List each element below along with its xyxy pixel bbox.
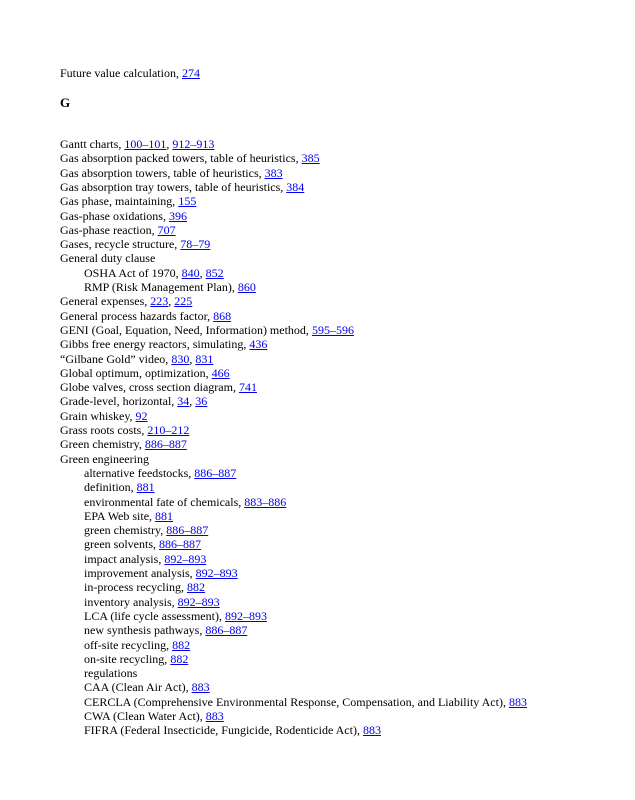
index-subentry [84, 466, 236, 480]
index-subentry [84, 595, 220, 609]
page-ref-link[interactable]: 92 [135, 408, 148, 423]
index-subentry [84, 666, 137, 680]
page-ref-link[interactable]: 707 [157, 222, 176, 237]
index-entry [60, 194, 196, 208]
page-ref-link[interactable]: 868 [213, 308, 232, 323]
entry-text: Gas absorption tray towers, table of heuristics, [60, 179, 287, 194]
entry-text: OSHA Act of 1970, [84, 265, 182, 280]
ref-separator: , [168, 294, 175, 309]
index-entry [60, 223, 176, 237]
page-ref-link[interactable]: 912–913 [172, 137, 215, 151]
entry-text: Green chemistry, [60, 437, 145, 452]
index-entry [60, 452, 149, 466]
pre-entry [60, 66, 200, 80]
page-ref-link[interactable]: 155 [178, 194, 197, 209]
ref-separator: , [189, 394, 196, 409]
index-entry [60, 294, 192, 308]
ref-separator: , [199, 265, 206, 280]
entry-text: Gantt charts, [60, 137, 125, 151]
page-ref-link[interactable]: 892–893 [224, 608, 267, 623]
entry-text: environmental fate of chemicals, [84, 494, 245, 509]
page-ref-link[interactable]: 852 [205, 265, 224, 280]
page-ref-link[interactable]: 881 [136, 480, 155, 495]
index-entry [60, 209, 187, 223]
index-entry [60, 309, 231, 323]
page-ref-link[interactable]: 396 [168, 208, 187, 223]
page-ref-link[interactable]: 892–893 [195, 566, 238, 580]
index-entry [60, 237, 210, 251]
entry-text: Grade-level, horizontal, [60, 394, 178, 409]
index-entry [60, 151, 320, 165]
page-ref-link[interactable]: 274 [181, 66, 200, 80]
ref-separator: , [166, 137, 173, 151]
entry-text: “Gilbane Gold” video, [60, 351, 172, 366]
page-ref-link[interactable]: 830 [171, 351, 190, 366]
page-ref-link[interactable]: 78–79 [180, 237, 211, 252]
index-entry [60, 337, 267, 351]
index-entry [60, 137, 214, 151]
entry-text: FIFRA (Federal Insecticide, Fungicide, Rodenticide Act), [84, 723, 363, 738]
index-subentry [84, 652, 188, 666]
page-ref-link[interactable]: 883 [191, 680, 210, 695]
entry-text: LCA (life cycle assessment), [84, 608, 225, 623]
page-ref-link[interactable]: 892–893 [164, 551, 207, 566]
page-ref-link[interactable]: 886–887 [205, 623, 248, 638]
page-ref-link[interactable]: 34 [177, 394, 190, 409]
page-ref-link[interactable]: 883 [508, 694, 527, 709]
entry-text: Gas absorption towers, table of heuristics, [60, 165, 265, 180]
page-ref-link[interactable]: 882 [170, 651, 189, 666]
entry-text: General expenses, [60, 294, 151, 309]
entry-text: Global optimum, optimization, [60, 365, 212, 380]
page-ref-link[interactable]: 384 [286, 179, 305, 194]
index-subentry [84, 266, 224, 280]
entry-text: Gas-phase reaction, [60, 222, 158, 237]
page-ref-link[interactable]: 225 [174, 294, 193, 309]
entry-text: green chemistry, [84, 523, 167, 538]
entry-text: off-site recycling, [84, 637, 173, 652]
entry-text: General duty clause [60, 251, 156, 266]
page-ref-link[interactable]: 100–101 [124, 137, 167, 151]
entry-text: EPA Web site, [84, 508, 156, 523]
entry-text: inventory analysis, [84, 594, 178, 609]
entry-text: green solvents, [84, 537, 159, 552]
page-ref-link[interactable]: 840 [181, 265, 200, 280]
index-subentry [84, 709, 224, 723]
page-ref-link[interactable]: 831 [195, 351, 214, 366]
index-subentry [84, 280, 256, 294]
page-ref-link[interactable]: 860 [237, 280, 256, 294]
entry-text: Green engineering [60, 451, 149, 466]
index-subentry [84, 480, 155, 494]
entry-text: Future value calculation, [60, 66, 182, 80]
index-subentry [84, 523, 208, 537]
index-subentry [84, 723, 381, 737]
index-entry [60, 323, 354, 337]
entry-text: RMP (Risk Management Plan), [84, 280, 238, 294]
index-subentry [84, 638, 190, 652]
entry-text: Gas phase, maintaining, [60, 194, 179, 209]
entry-text: General process hazards factor, [60, 308, 214, 323]
page-ref-link[interactable]: 383 [264, 165, 283, 180]
index-subentry [84, 537, 201, 551]
entry-text: Gas absorption packed towers, table of heuristics, [60, 151, 302, 166]
page-ref-link[interactable]: 436 [249, 337, 268, 352]
page-ref-link[interactable]: 36 [195, 394, 208, 409]
index-entry [60, 437, 187, 451]
entry-text: CWA (Clean Water Act), [84, 709, 206, 723]
page-ref-link[interactable]: 210–212 [147, 423, 190, 437]
entry-text: improvement analysis, [84, 566, 196, 580]
page-ref-link[interactable]: 886–887 [144, 437, 187, 452]
index-entry [60, 394, 207, 408]
entry-text: GENI (Goal, Equation, Need, Information) method, [60, 322, 312, 337]
page-ref-link[interactable]: 882 [186, 580, 205, 595]
index-entry [60, 180, 304, 194]
page-ref-link[interactable]: 883–886 [244, 494, 287, 509]
entry-text: in-process recycling, [84, 580, 187, 595]
index-entry [60, 423, 189, 437]
page-ref-link[interactable]: 882 [172, 637, 191, 652]
page-ref-link[interactable]: 223 [150, 294, 169, 309]
entry-text: Gases, recycle structure, [60, 237, 181, 252]
entry-text: alternative feedstocks, [84, 465, 195, 480]
page-ref-link[interactable]: 886–887 [194, 465, 237, 480]
ref-separator: , [189, 351, 196, 366]
index-subentry [84, 566, 238, 580]
index-entry [60, 366, 230, 380]
index-entry [60, 166, 283, 180]
index-subentry [84, 609, 267, 623]
page-ref-link[interactable]: 886–887 [158, 537, 201, 552]
index-subentry [84, 552, 206, 566]
page-ref-link[interactable]: 886–887 [166, 523, 209, 538]
entry-text: regulations [84, 666, 138, 681]
index-entry [60, 251, 155, 265]
page-ref-link[interactable]: 741 [238, 380, 257, 395]
page-ref-link[interactable]: 466 [211, 365, 230, 380]
entry-text: Grain whiskey, [60, 408, 136, 423]
entry-text: Grass roots costs, [60, 423, 148, 437]
entry-text: CERCLA (Comprehensive Environmental Response, Compensation, and Liability Act), [84, 694, 509, 709]
entry-text: definition, [84, 480, 137, 495]
entry-text: impact analysis, [84, 551, 165, 566]
page-ref-link[interactable]: 883 [205, 709, 224, 723]
index-subentry [84, 695, 527, 709]
index-subentry [84, 495, 286, 509]
index-entry [60, 380, 257, 394]
entry-text: CAA (Clean Air Act), [84, 680, 192, 695]
index-subentry [84, 623, 247, 637]
entry-text: Globe valves, cross section diagram, [60, 380, 239, 395]
entry-text: Gas-phase oxidations, [60, 208, 169, 223]
index-subentry [84, 509, 173, 523]
page-ref-link[interactable]: 881 [155, 508, 174, 523]
entry-text: Gibbs free energy reactors, simulating, [60, 337, 250, 352]
index-subentry [84, 680, 210, 694]
entry-text: new synthesis pathways, [84, 623, 206, 638]
section-heading: G [60, 95, 71, 110]
page-ref-link[interactable]: 385 [301, 151, 320, 166]
page-ref-link[interactable]: 883 [362, 723, 381, 738]
index-entry [60, 409, 148, 423]
index-entry [60, 352, 213, 366]
page-ref-link[interactable]: 595–596 [311, 322, 354, 337]
index-subentry [84, 580, 205, 594]
page-ref-link[interactable]: 892–893 [177, 594, 220, 609]
entry-text: on-site recycling, [84, 651, 171, 666]
